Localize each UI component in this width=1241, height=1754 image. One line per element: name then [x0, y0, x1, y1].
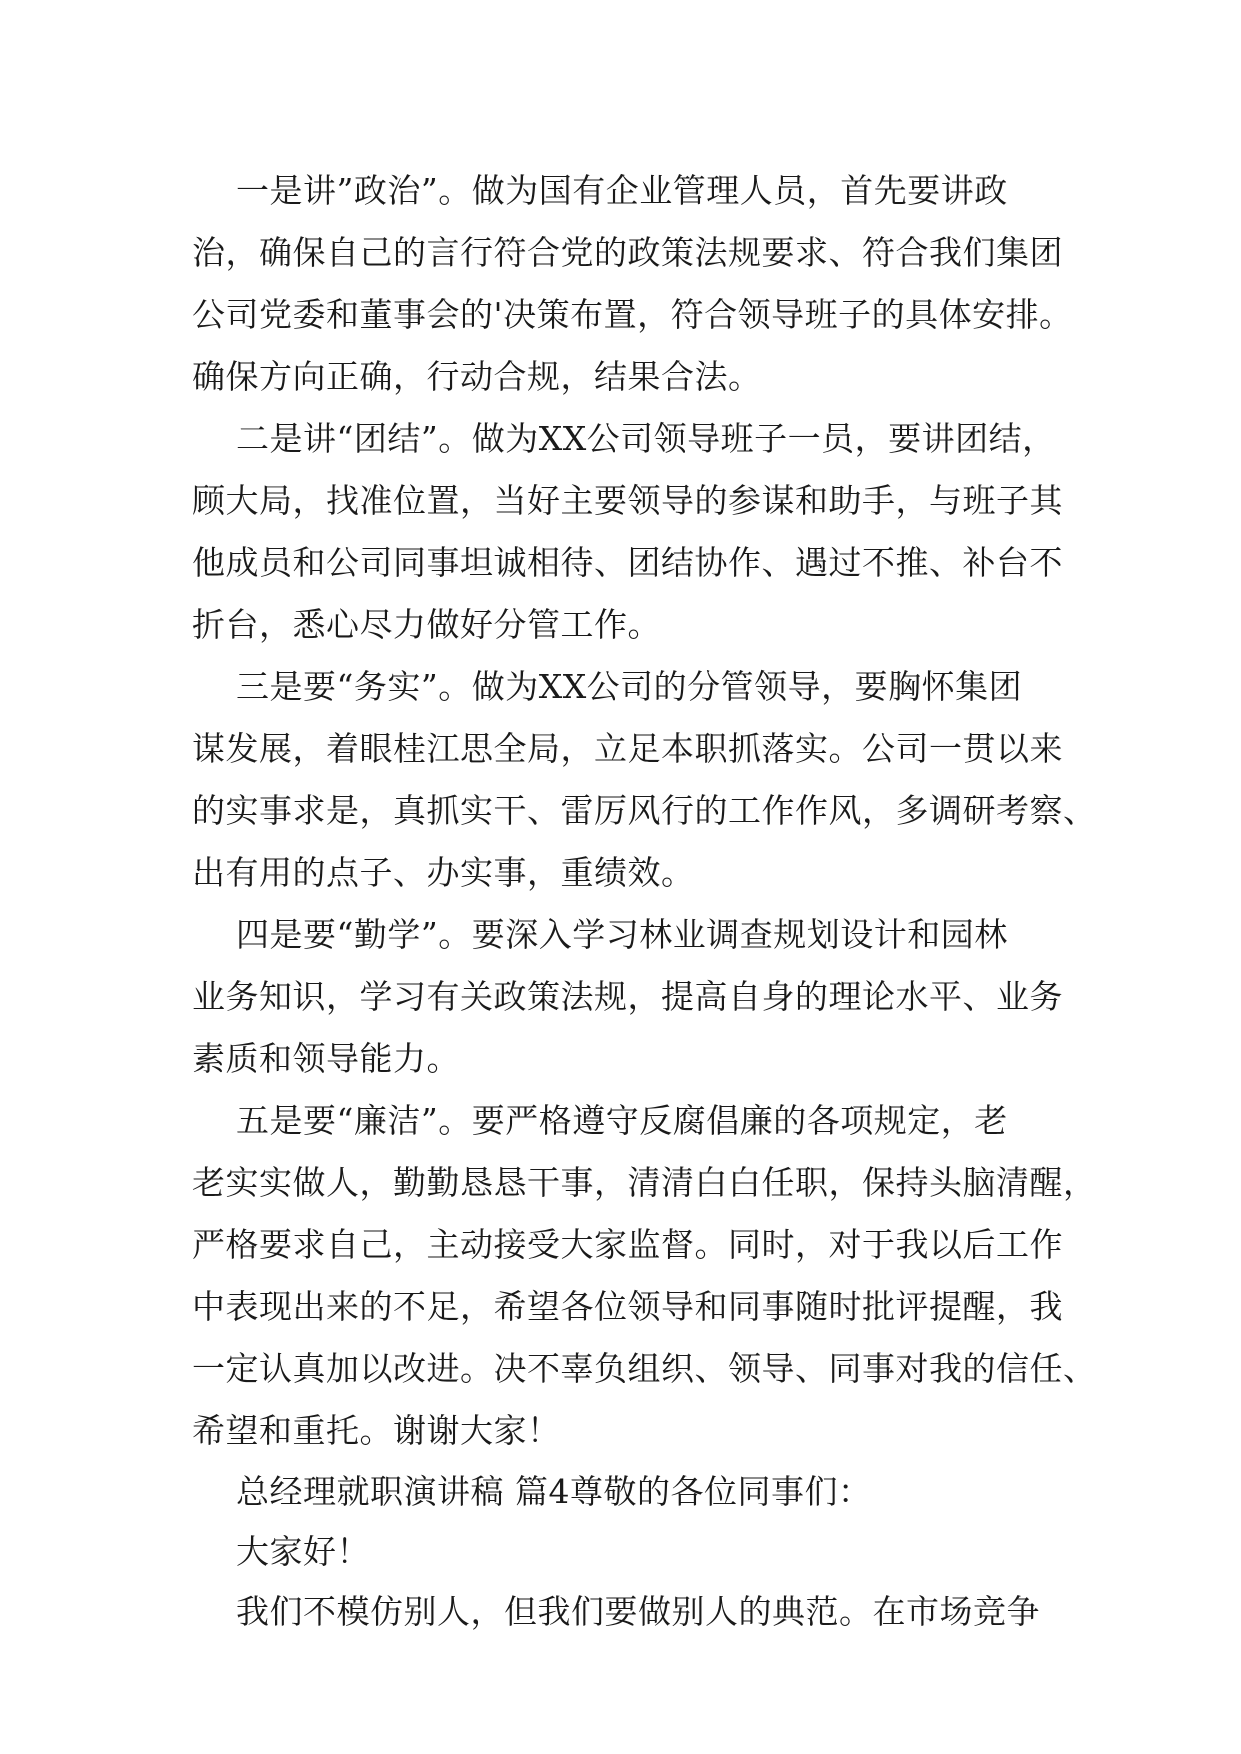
text-line: 三是要“务实”。做为XX公司的分管领导，要胸怀集团	[192, 667, 1023, 706]
text-line: 出有用的点子、办实事，重绩效。	[192, 853, 695, 892]
text-line: 的实事求是，真抓实干、雷厉风行的工作作风，多调研考察、	[192, 791, 1097, 830]
text-line: 治，确保自己的言行符合党的政策法规要求、符合我们集团	[192, 233, 1063, 272]
text-line: 一定认真加以改进。决不辜负组织、领导、同事对我的信任、	[192, 1349, 1097, 1388]
text-line: 他成员和公司同事坦诚相待、团结协作、遇过不推、补台不	[192, 543, 1063, 582]
text-line: 顾大局，找准位置，当好主要领导的参谋和助手，与班子其	[192, 481, 1063, 520]
text-line: 素质和领导能力。	[192, 1039, 460, 1078]
text-line: 二是讲“团结”。做为XX公司领导班子一员，要讲团结，	[192, 419, 1056, 458]
text-line: 五是要“廉洁”。要严格遵守反腐倡廉的各项规定，老	[192, 1101, 1008, 1140]
text-line: 严格要求自己，主动接受大家监督。同时，对于我以后工作	[192, 1225, 1063, 1264]
text-line: 老实实做人，勤勤恳恳干事，清清白白任职，保持头脑清醒，	[192, 1163, 1097, 1202]
text-line: 业务知识，学习有关政策法规，提高自身的理论水平、业务	[192, 977, 1063, 1016]
text-line: 折台，悉心尽力做好分管工作。	[192, 605, 661, 644]
document-body	[192, 160, 1097, 1642]
text-line: 中表现出来的不足，希望各位领导和同事随时批评提醒，我	[192, 1287, 1063, 1326]
text-line: 四是要“勤学”。要深入学习林业调查规划设计和园林	[192, 915, 1008, 954]
text-line: 我们不模仿别人，但我们要做别人的典范。在市场竞争	[192, 1592, 1040, 1631]
text-line: 希望和重托。谢谢大家！	[192, 1411, 561, 1450]
text-line: 确保方向正确，行动合规，结果合法。	[192, 357, 762, 396]
text-line: 公司党委和董事会的'决策布置，符合领导班子的具体安排。	[192, 295, 1073, 334]
text-line: 谋发展，着眼桂江思全局，立足本职抓落实。公司一贯以来	[192, 729, 1063, 768]
text-line: 一是讲”政治”。做为国有企业管理人员，首先要讲政	[192, 171, 1008, 210]
text-line: 大家好！	[192, 1532, 370, 1571]
text-line: 总经理就职演讲稿 篇4尊敬的各位同事们：	[192, 1472, 872, 1511]
